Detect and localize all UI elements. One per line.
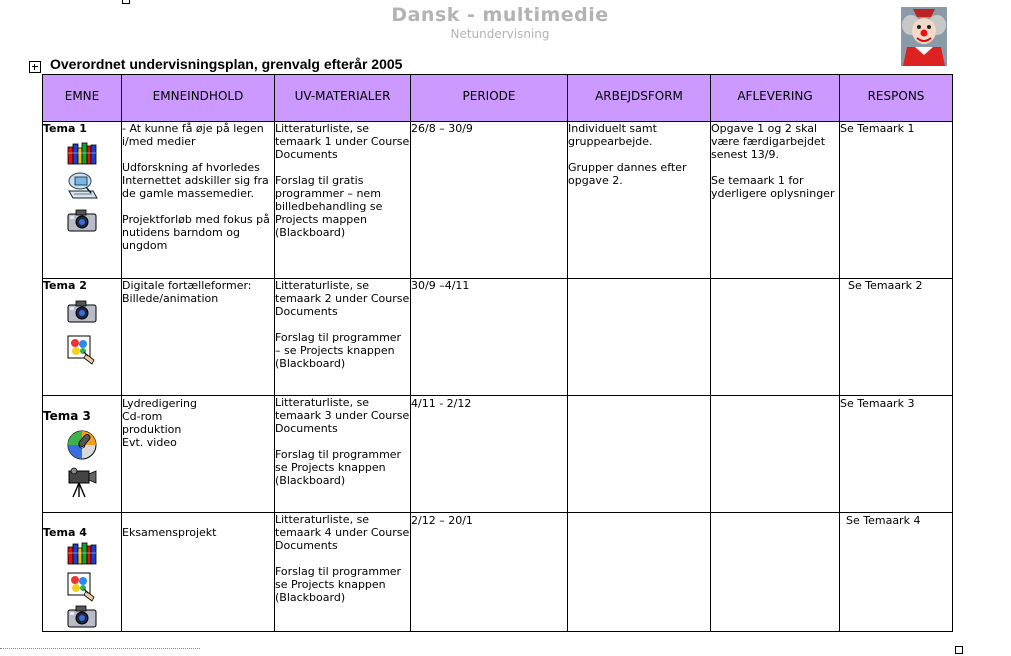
response-cell: Se Temaark 3 <box>840 396 953 513</box>
materials-cell <box>275 122 411 279</box>
topic-name: Tema 4 <box>43 526 87 539</box>
camera-icon <box>66 298 98 324</box>
delivery-cell <box>711 122 840 279</box>
table-row <box>43 122 953 279</box>
camera-icon <box>66 207 98 233</box>
delivery-text: Opgave 1 og 2 skal være færdigarbejdet senest 13/9. <box>711 122 826 161</box>
period-cell: 4/11 - 2/12 <box>411 396 568 513</box>
clown-icon <box>901 7 947 66</box>
corner-mark <box>955 646 963 654</box>
response-cell: Se Temaark 1 <box>840 122 953 279</box>
table-row <box>43 396 953 513</box>
table-header-row <box>43 75 953 122</box>
materials-text: Forslag til programmer se Projects knappen (Blackboard) <box>275 565 402 604</box>
topic-cell <box>43 122 122 279</box>
column-header: EMNE <box>43 75 122 122</box>
topic-name: Tema 1 <box>43 122 87 135</box>
materials-cell <box>275 279 411 396</box>
materials-text: Forslag til programmer – se Projects knappen (Blackboard) <box>275 331 402 370</box>
materials-cell <box>275 396 411 513</box>
workform-cell <box>568 122 711 279</box>
column-header: ARBEJDSFORM <box>568 75 711 122</box>
table-expand-icon[interactable] <box>29 61 41 73</box>
materials-text: Litteraturliste, se temaark 1 under Course Documents <box>275 122 410 161</box>
document-heading: Overordnet undervisningsplan, grenvalg efterår 2005 <box>50 56 403 72</box>
plan-table <box>42 74 953 632</box>
materials-text: Litteraturliste, se temaark 3 under Course Documents <box>275 396 410 435</box>
materials-text: Litteraturliste, se temaark 2 under Course Documents <box>275 279 410 318</box>
content-text: Projektforløb med fokus på nutidens barndom og ungdom <box>122 213 270 252</box>
table-row <box>43 513 953 632</box>
workform-cell <box>568 396 711 513</box>
workform-cell <box>568 279 711 396</box>
response-cell: Se Temaark 4 <box>840 513 953 632</box>
column-header: RESPONS <box>840 75 953 122</box>
page-title: Dansk - multimedie <box>391 4 609 26</box>
content-cell <box>122 513 275 632</box>
workform-text: Grupper dannes efter opgave 2. <box>568 161 687 187</box>
delivery-cell <box>711 279 840 396</box>
paint-icon <box>66 334 98 366</box>
response-cell: Se Temaark 2 <box>840 279 953 396</box>
workform-text: Individuelt samt gruppearbejde. <box>568 122 657 148</box>
topic-name: Tema 2 <box>43 279 87 292</box>
materials-text: Forslag til gratis programmer – nem billedbehandling se Projects mappen (Blackboard) <box>275 174 383 239</box>
computer-icon <box>66 171 98 201</box>
workform-cell <box>568 513 711 632</box>
content-cell <box>122 122 275 279</box>
delivery-cell <box>711 513 840 632</box>
topic-cell <box>43 513 122 632</box>
books-icon <box>67 541 97 565</box>
column-header: AFLEVERING <box>711 75 840 122</box>
content-text: Eksamensprojekt <box>122 526 217 539</box>
period-cell: 26/8 – 30/9 <box>411 122 568 279</box>
content-cell <box>122 279 275 396</box>
topic-cell <box>43 396 122 513</box>
column-header: PERIODE <box>411 75 568 122</box>
period-cell: 30/9 –4/11 <box>411 279 568 396</box>
column-header: EMNEINDHOLD <box>122 75 275 122</box>
books-icon <box>67 141 97 165</box>
column-header: UV-MATERIALER <box>275 75 411 122</box>
microphone-cd-icon <box>66 429 98 461</box>
topic-name: Tema 3 <box>43 409 91 423</box>
page-subtitle: Netundervisning <box>450 27 550 41</box>
content-cell <box>122 396 275 513</box>
materials-cell <box>275 513 411 632</box>
content-text: Lydredigering Cd-rom produktion Evt. video <box>122 397 197 449</box>
table-row <box>43 279 953 396</box>
camera-icon <box>66 603 98 629</box>
content-text: Udforskning af hvorledes Internettet adskiller sig fra de gamle massemedier. <box>122 161 269 200</box>
delivery-text: Se temaark 1 for yderligere oplysninger <box>711 174 835 200</box>
delivery-cell <box>711 396 840 513</box>
materials-text: Litteraturliste, se temaark 4 under Course Documents <box>275 513 410 552</box>
topic-cell <box>43 279 122 396</box>
content-text: - At kunne få øje på legen i/med medier <box>122 122 264 148</box>
video-camera-icon <box>65 467 99 499</box>
paint-icon <box>66 571 98 603</box>
content-text: Digitale fortælleformer: Billede/animation <box>122 279 252 305</box>
materials-text: Forslag til programmer se Projects knappen (Blackboard) <box>275 448 402 487</box>
period-cell: 2/12 – 20/1 <box>411 513 568 632</box>
